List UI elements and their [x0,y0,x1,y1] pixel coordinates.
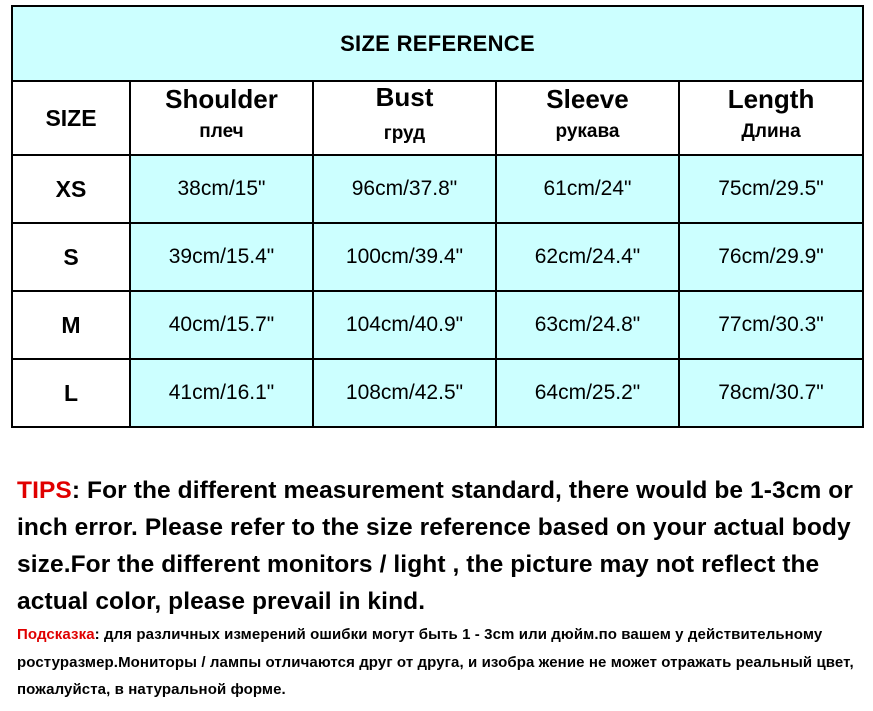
bust-cell: 96cm/37.8" [313,155,496,223]
column-header-en: Shoulder [165,84,278,114]
column-header-ru: плеч [199,121,244,142]
row-size-label: S [12,223,130,291]
column-header-bust [313,81,496,155]
table-row [12,291,863,359]
size-column-header: SIZE [12,81,130,155]
table-row [12,155,863,223]
sleeve-cell: 63cm/24.8" [496,291,679,359]
column-header-en: Length [727,84,815,114]
header-row [12,81,863,155]
length-cell: 78cm/30.7" [679,359,863,427]
length-cell: 75cm/29.5" [679,155,863,223]
column-header-length [679,81,863,155]
shoulder-cell: 39cm/15.4" [130,223,313,291]
bust-cell: 100cm/39.4" [313,223,496,291]
row-size-label: M [12,291,130,359]
shoulder-cell: 40cm/15.7" [130,291,313,359]
table-row [12,359,863,427]
column-header-en: Bust [375,82,434,112]
sleeve-cell: 64cm/25.2" [496,359,679,427]
bust-cell: 104cm/40.9" [313,291,496,359]
tips-label: TIPS [17,477,72,504]
column-header-ru: Длина [741,121,801,142]
bust-cell: 108cm/42.5" [313,359,496,427]
column-header-shoulder [130,81,313,155]
tips-paragraph-russian [17,621,867,704]
row-size-label: XS [12,155,130,223]
size-reference-table [11,5,864,428]
column-header-en: Sleeve [546,84,629,114]
tips-label-russian: Подсказка [17,626,95,643]
table-row [12,223,863,291]
shoulder-cell: 38cm/15" [130,155,313,223]
sleeve-cell: 61cm/24" [496,155,679,223]
length-cell: 76cm/29.9" [679,223,863,291]
column-header-ru: груд [383,123,426,144]
column-header-sleeve [496,81,679,155]
tips-paragraph [17,472,867,620]
length-cell: 77cm/30.3" [679,291,863,359]
shoulder-cell: 41cm/16.1" [130,359,313,427]
sleeve-cell: 62cm/24.4" [496,223,679,291]
tips-text: : For the different measurement standard, there would be 1-3cm or inch error. Please refer to the size reference based on your actual body size.For the different monitors / light , the picture may not reflect the actual color, please prevail in kind. [17,477,853,615]
row-size-label: L [12,359,130,427]
table-title: SIZE REFERENCE [12,6,863,81]
tips-text-russian: : для различных измерений ошибки могут быть 1 - 3cm или дюйм.по вашем у действительному ростуразмер.Мониторы / лампы отличаются друг от друга, и изобра жение не может отражать реальный цвет, пожалуйста, в натуральной форме. [17,626,854,698]
column-header-ru: рукава [555,121,620,142]
